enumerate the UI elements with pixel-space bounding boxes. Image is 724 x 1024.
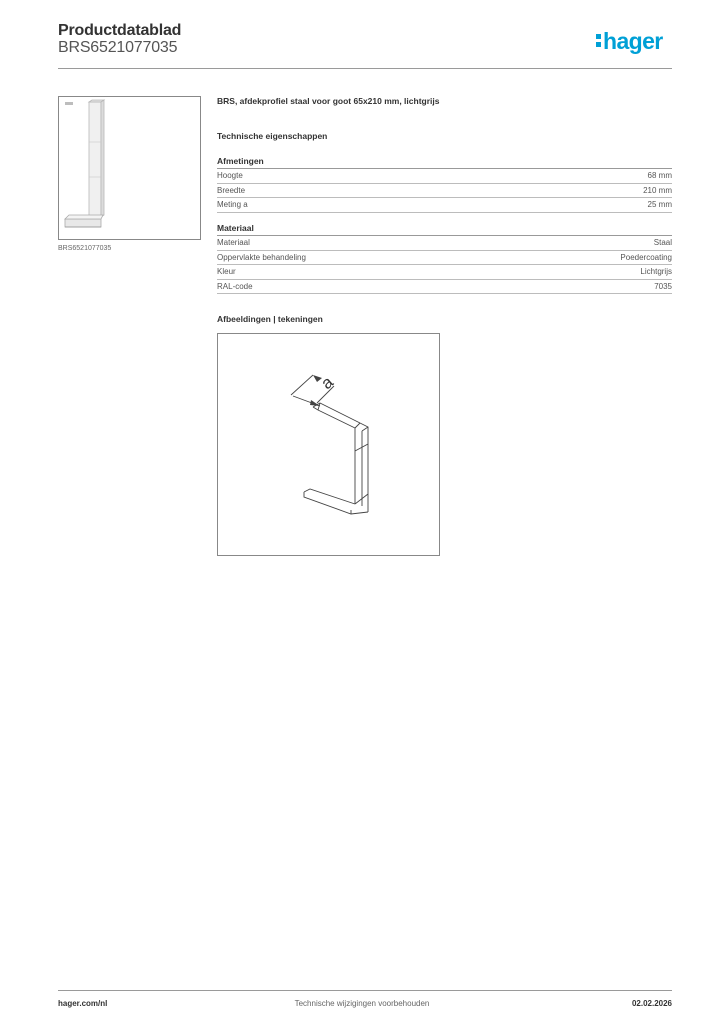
table-row (217, 265, 672, 280)
footer-divider (58, 990, 672, 991)
table-row (217, 236, 672, 251)
footer-website-link[interactable]: hager.com/nl (58, 999, 108, 1008)
property-value: Staal (653, 238, 672, 247)
hager-logo (596, 28, 663, 54)
property-value: 7035 (654, 281, 672, 291)
property-value: Lichtgrijs (640, 267, 672, 276)
property-value: 25 mm (647, 200, 672, 209)
table-row (217, 184, 672, 199)
property-value: 68 mm (647, 171, 672, 180)
property-label: RAL-code (217, 281, 253, 291)
group-title: Materiaal (217, 222, 672, 236)
property-value: Poedercoating (620, 252, 672, 262)
logo-text: hager (603, 28, 663, 54)
property-label: Kleur (217, 267, 236, 276)
dimensions-group (217, 155, 672, 213)
table-row (217, 198, 672, 213)
property-label: Oppervlakte behandeling (217, 252, 306, 262)
property-label: Breedte (217, 185, 246, 195)
product-description: BRS, afdekprofiel staal voor goot 65x210 mm, lichtgrijs (217, 96, 440, 106)
article-number: BRS6521077035 (58, 39, 178, 56)
header-divider (58, 68, 672, 69)
technical-heading: Technische eigenschappen (217, 131, 328, 141)
table-row (217, 251, 672, 266)
drawings-heading: Afbeeldingen | tekeningen (217, 314, 323, 324)
group-title: Afmetingen (217, 155, 672, 169)
footer-notice: Technische wijzigingen voorbehouden (294, 999, 430, 1008)
property-label: Materiaal (217, 238, 250, 247)
product-image-caption: BRS6521077035 (58, 245, 112, 252)
property-label: Hoogte (217, 171, 243, 180)
table-row (217, 280, 672, 295)
property-value: 210 mm (643, 185, 672, 195)
footer-date: 02.02.2026 (631, 999, 672, 1008)
page-title: Productdatablad (58, 22, 182, 39)
property-label: Meting a (217, 200, 248, 209)
material-group (217, 222, 672, 294)
logo-dots-icon (596, 34, 601, 47)
table-row (217, 169, 672, 184)
dimension-label: a (317, 372, 337, 394)
technical-drawing (217, 333, 440, 556)
product-image (58, 96, 201, 240)
